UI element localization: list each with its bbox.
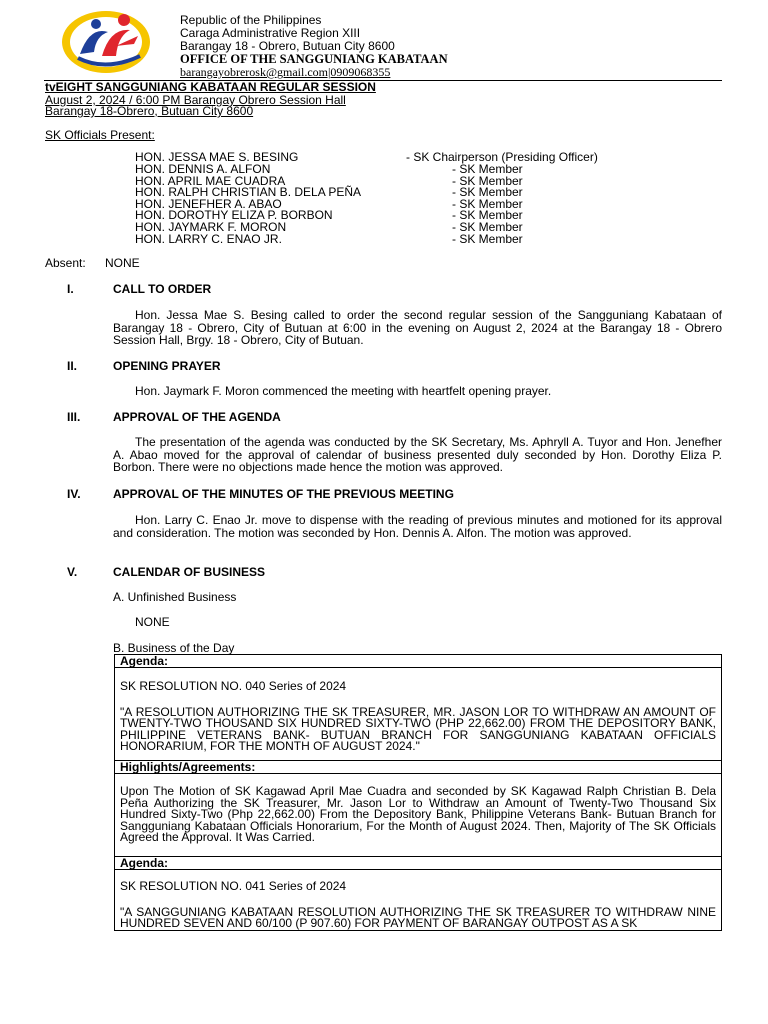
letterhead [180, 14, 448, 79]
resolution-number: SK RESOLUTION NO. 041 Series of 2024 [120, 879, 347, 893]
section-title: OPENING PRAYER [113, 359, 221, 373]
agenda-cell [115, 668, 722, 761]
section-number: I. [67, 282, 74, 296]
session-date-venue: August 2, 2024 / 6:00 PM Barangay Obrero Session Hall [45, 93, 346, 107]
section-body: Hon. Jessa Mae S. Besing called to order the second regular session of the Sangguniang Kabataan of Barangay 18 - Obrero, City of Butuan at 6:00 in the evening on August 2, 2024 at the Barangay 18 - Obrero Session Hall, Brgy. 18 - Obrero, City of Butuan. [113, 308, 722, 347]
official-role: - SK Chairperson (Presiding Officer) [406, 150, 598, 164]
table-row [115, 655, 722, 668]
official-role: - SK Member [452, 197, 523, 211]
session-address: Barangay 18-Obrero, Butuan City 8600 [45, 104, 254, 118]
official-role: - SK Member [452, 174, 523, 188]
section-title: APPROVAL OF THE AGENDA [113, 410, 281, 424]
section-body: Hon. Larry C. Enao Jr. move to dispense with the reading of previous minutes and motioned for its approval and consideration. The motion was seconded by Hon. Dennis A. Alfon. The motion was approved. [113, 513, 722, 540]
highlights-text: Upon The Motion of SK Kagawad April Mae Cuadra and seconded by SK Kagawad Ralph Christian B. Dela Peña Authorizing the SK Treasurer, Mr. Jason Lor to Withdraw an Amount of Twenty-Two Thousand Six Hundred Sixty-Two (Php 22,662.00) From the Depository Bank, Philippine Veterans Bank- Butuan Branch for Sangguniang Kabataan Officials Honorarium, For the Month of August 2024. Then, Majority of The SK Officials Agreed the Approval. It Was Carried. [120, 784, 716, 844]
official-name: HON. LARRY C. ENAO JR. [135, 232, 282, 246]
agenda-label: Agenda: [115, 857, 722, 870]
header-contact: barangayobrerosk@gmail.com|0909068355 [180, 65, 391, 79]
logo-blue-head [91, 19, 101, 29]
logo-red-head [118, 14, 130, 26]
header-republic: Republic of the Philippines [180, 13, 322, 27]
table-row [115, 870, 722, 931]
header-barangay: Barangay 18 - Obrero, Butuan City 8600 [180, 39, 395, 53]
header-region: Caraga Administrative Region XIII [180, 26, 361, 40]
official-role: - SK Member [452, 232, 523, 246]
sk-logo [60, 6, 152, 74]
official-role: - SK Member [452, 162, 523, 176]
official-name: HON. DOROTHY ELIZA P. BORBON [135, 208, 333, 222]
highlights-cell [115, 774, 722, 857]
agenda-cell [115, 870, 722, 931]
section-title: APPROVAL OF THE MINUTES OF THE PREVIOUS MEETING [113, 487, 454, 501]
section-number: II. [67, 359, 78, 373]
table-row [115, 774, 722, 857]
official-role: - SK Member [452, 220, 523, 234]
unfinished-business-label: A. Unfinished Business [113, 590, 237, 604]
official-role: - SK Member [452, 208, 523, 222]
official-name: HON. JAYMARK F. MORON [135, 220, 287, 234]
resolution-number: SK RESOLUTION NO. 040 Series of 2024 [120, 679, 347, 693]
session-title: tvEIGHT SANGGUNIANG KABATAAN REGULAR SESSION [45, 80, 376, 94]
unfinished-business-value: NONE [135, 615, 170, 629]
officials-label: SK Officials Present: [45, 128, 155, 142]
business-of-day-label: B. Business of the Day [113, 641, 235, 655]
table-row [115, 857, 722, 870]
header-office: OFFICE OF THE SANGGUNIANG KABATAAN [180, 52, 448, 66]
business-table [114, 654, 722, 931]
resolution-text: "A SANGGUNIANG KABATAAN RESOLUTION AUTHORIZING THE SK TREASURER TO WITHDRAW NINE HUNDRED SEVEN AND 60/100 (P 907.60) FOR PAYMENT OF BARANGAY OUTPOST AS A SK [120, 904, 716, 930]
absent-label: Absent: [45, 256, 86, 270]
official-name: HON. DENNIS A. ALFON [135, 162, 271, 176]
official-name: HON. APRIL MAE CUADRA [135, 174, 286, 188]
official-name: HON. RALPH CHRISTIAN B. DELA PEÑA [135, 185, 362, 199]
section-title: CALL TO ORDER [113, 282, 212, 296]
table-row [115, 761, 722, 774]
agenda-label: Agenda: [115, 655, 722, 668]
table-row [115, 668, 722, 761]
resolution-text: "A RESOLUTION AUTHORIZING THE SK TREASURER, MR. JASON LOR TO WITHDRAW AN AMOUNT OF TWENTY-TWO THOUSAND SIX HUNDRED SIXTY-TWO (PHP 22,662.00) FROM THE DEPOSITORY BANK, PHILIPPINE VETERANS BANK- BUTUAN BRANCH FOR SANGGUNIANG KABATAAN OFFICIALS HONORARIUM, FOR THE MONTH OF AUGUST 2024." [120, 704, 716, 753]
section-number: V. [67, 565, 78, 579]
section-number: III. [67, 410, 81, 424]
official-role: - SK Member [452, 185, 523, 199]
highlights-label: Highlights/Agreements: [115, 761, 722, 774]
official-name: HON. JESSA MAE S. BESING [135, 150, 299, 164]
section-title: CALENDAR OF BUSINESS [113, 565, 266, 579]
section-number: IV. [67, 487, 81, 501]
section-body: The presentation of the agenda was conducted by the SK Secretary, Ms. Aphryll A. Tuyor and Hon. Jenefher A. Abao moved for the approval of calendar of business presented duly seconded by Hon. Dorothy Eliza P. Borbon. There were no objections made hence the motion was approved. [113, 435, 722, 474]
absent-value: NONE [105, 256, 140, 270]
official-name: HON. JENEFHER A. ABAO [135, 197, 282, 211]
section-body: Hon. Jaymark F. Moron commenced the meeting with heartfelt opening prayer. [135, 384, 552, 398]
